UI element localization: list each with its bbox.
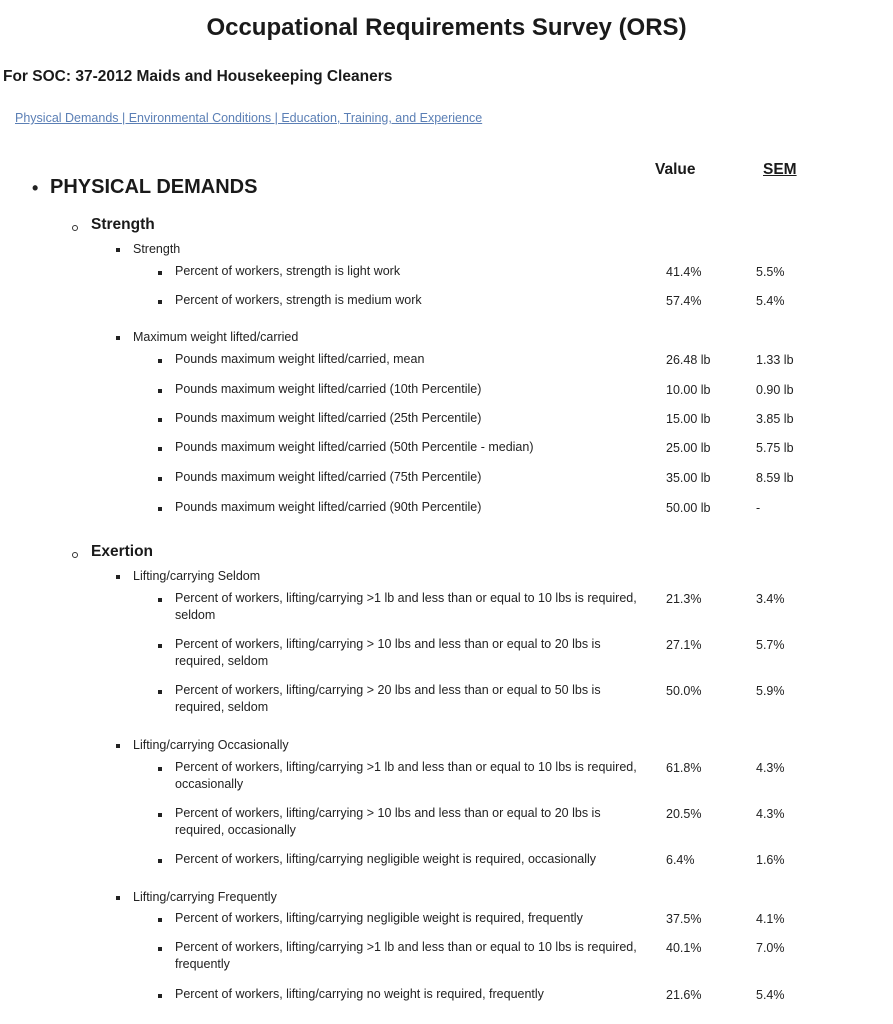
item-value: 10.00 lb: [666, 383, 711, 397]
item-label: Pounds maximum weight lifted/carried (90th Percentile): [175, 500, 482, 514]
square-bullet-icon: [158, 644, 162, 648]
subsection-strength: Strength: [91, 216, 155, 233]
item-value: 50.00 lb: [666, 501, 711, 515]
subsection-exertion: Exertion: [91, 543, 154, 560]
item-sem: 4.1%: [756, 912, 785, 926]
item-sem: 5.4%: [756, 294, 785, 308]
square-bullet-icon: [158, 767, 162, 771]
square-bullet-icon: [158, 418, 162, 422]
page-title: Occupational Requirements Survey (ORS): [206, 14, 687, 41]
item-sem: 5.7%: [756, 638, 785, 652]
item-label: Percent of workers, lifting/carrying > 10 lbs and less than or equal to 20 lbs is required, seldom: [175, 637, 601, 668]
item-sem: 4.3%: [756, 761, 785, 775]
square-bullet-icon: [158, 271, 162, 275]
item-label: Pounds maximum weight lifted/carried (10th Percentile): [175, 382, 482, 396]
section-physical-demands: PHYSICAL DEMANDS: [50, 176, 258, 198]
item-sem: 1.6%: [756, 853, 785, 867]
item-value: 40.1%: [666, 941, 702, 955]
square-bullet-icon: [116, 896, 120, 900]
item-label: Percent of workers, lifting/carrying >1 lb and less than or equal to 10 lbs is required, seldom: [175, 591, 637, 622]
square-bullet-icon: [158, 359, 162, 363]
item-value: 20.5%: [666, 807, 702, 821]
group-title: Lifting/carrying Frequently: [133, 890, 277, 904]
item-label: Percent of workers, lifting/carrying > 10 lbs and less than or equal to 20 lbs is required, occasionally: [175, 806, 601, 837]
group-title: Lifting/carrying Seldom: [133, 569, 261, 583]
item-sem: 5.9%: [756, 684, 785, 698]
item-label: Percent of workers, lifting/carrying > 20 lbs and less than or equal to 50 lbs is required, seldom: [175, 683, 601, 714]
item-sem: 8.59 lb: [756, 471, 794, 485]
square-bullet-icon: [158, 300, 162, 304]
bullet-icon: •: [32, 178, 39, 198]
square-bullet-icon: [158, 507, 162, 511]
item-label: Percent of workers, lifting/carrying >1 lb and less than or equal to 10 lbs is required, occasionally: [175, 760, 637, 791]
square-bullet-icon: [158, 813, 162, 817]
item-value: 26.48 lb: [666, 353, 711, 367]
soc-heading: For SOC: 37-2012 Maids and Housekeeping Cleaners: [3, 68, 393, 85]
group-title: Lifting/carrying Occasionally: [133, 738, 289, 752]
square-bullet-icon: [158, 994, 162, 998]
item-sem: 5.4%: [756, 988, 785, 1002]
group-title: Strength: [133, 242, 181, 256]
item-sem: 5.5%: [756, 265, 785, 279]
square-bullet-icon: [158, 918, 162, 922]
square-bullet-icon: [158, 947, 162, 951]
item-sem: 1.33 lb: [756, 353, 794, 367]
item-value: 6.4%: [666, 853, 695, 867]
item-label: Percent of workers, lifting/carrying no weight is required, frequently: [175, 987, 544, 1001]
circle-bullet-icon: [72, 225, 78, 231]
item-label: Pounds maximum weight lifted/carried, mean: [175, 352, 425, 366]
item-label: Percent of workers, lifting/carrying negligible weight is required, frequently: [175, 911, 583, 925]
item-value: 35.00 lb: [666, 471, 711, 485]
square-bullet-icon: [158, 447, 162, 451]
square-bullet-icon: [158, 859, 162, 863]
item-sem: -: [756, 501, 761, 515]
item-value: 50.0%: [666, 684, 702, 698]
square-bullet-icon: [116, 744, 120, 748]
item-sem: 3.4%: [756, 592, 785, 606]
item-label: Percent of workers, strength is medium work: [175, 293, 422, 307]
item-value: 25.00 lb: [666, 441, 711, 455]
item-value: 37.5%: [666, 912, 702, 926]
item-value: 57.4%: [666, 294, 702, 308]
item-label: Pounds maximum weight lifted/carried (75th Percentile): [175, 470, 482, 484]
item-label: Percent of workers, lifting/carrying negligible weight is required, occasionally: [175, 852, 597, 866]
square-bullet-icon: [158, 690, 162, 694]
item-value: 27.1%: [666, 638, 702, 652]
item-sem: 0.90 lb: [756, 383, 794, 397]
square-bullet-icon: [158, 389, 162, 393]
square-bullet-icon: [158, 477, 162, 481]
item-sem: 7.0%: [756, 941, 785, 955]
sem-column-header[interactable]: SEM: [763, 161, 797, 178]
value-column-header: Value: [655, 161, 696, 178]
square-bullet-icon: [116, 336, 120, 340]
item-value: 61.8%: [666, 761, 702, 775]
item-sem: 4.3%: [756, 807, 785, 821]
square-bullet-icon: [116, 575, 120, 579]
item-value: 41.4%: [666, 265, 702, 279]
square-bullet-icon: [116, 248, 120, 252]
group-title: Maximum weight lifted/carried: [133, 330, 299, 344]
item-sem: 5.75 lb: [756, 441, 794, 455]
section-nav-links[interactable]: Physical Demands | Environmental Conditions | Education, Training, and Experience: [15, 111, 483, 125]
circle-bullet-icon: [72, 552, 78, 558]
item-label: Percent of workers, strength is light work: [175, 264, 401, 278]
item-label: Pounds maximum weight lifted/carried (50th Percentile - median): [175, 440, 534, 454]
item-label: Pounds maximum weight lifted/carried (25th Percentile): [175, 411, 482, 425]
item-value: 21.6%: [666, 988, 702, 1002]
item-label: Percent of workers, lifting/carrying >1 lb and less than or equal to 10 lbs is required, frequently: [175, 940, 637, 971]
square-bullet-icon: [158, 598, 162, 602]
item-value: 21.3%: [666, 592, 702, 606]
item-sem: 3.85 lb: [756, 412, 794, 426]
item-value: 15.00 lb: [666, 412, 711, 426]
